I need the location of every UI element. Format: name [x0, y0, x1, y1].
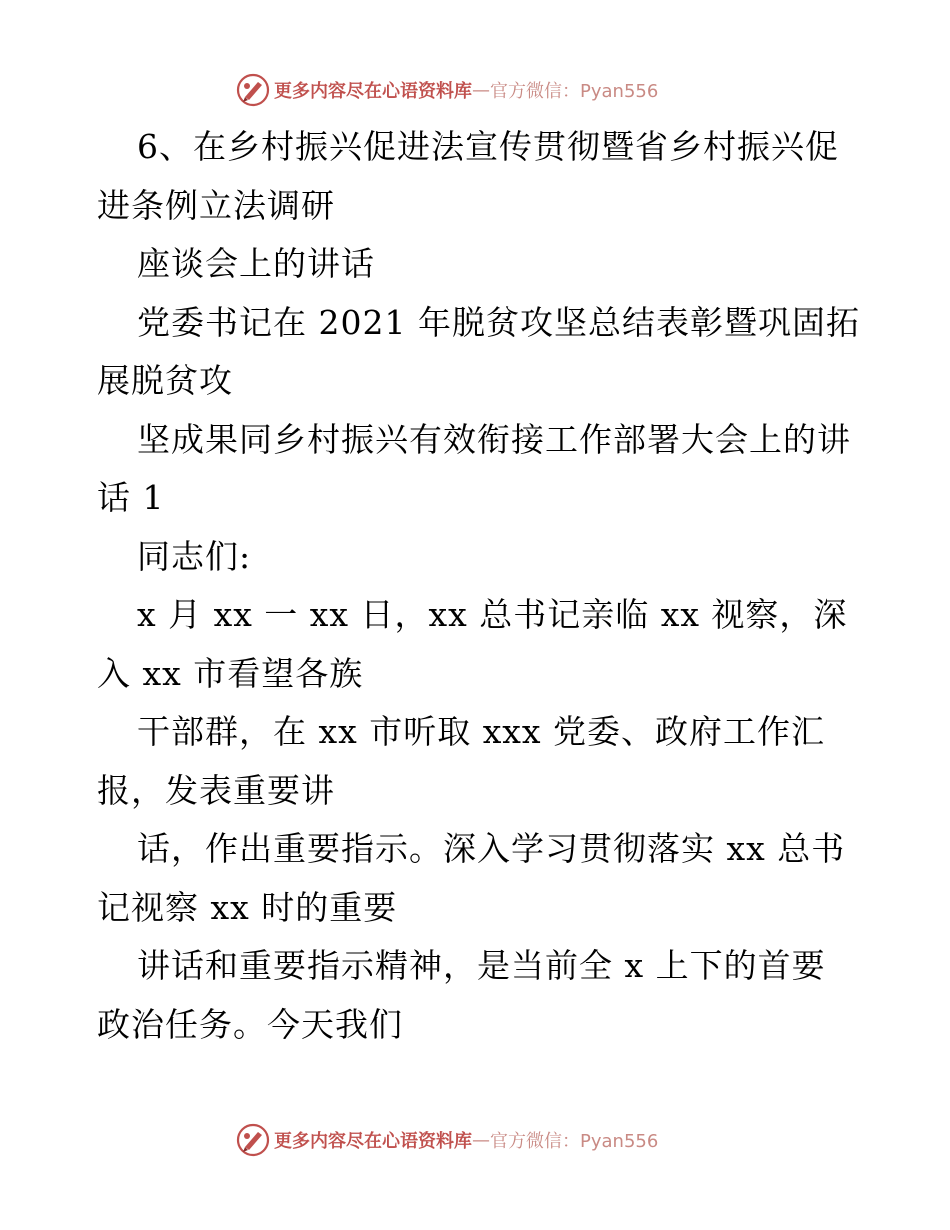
text-line: x 月 xx 一 xx 日，xx 总书记亲临 xx 视察，深: [137, 595, 848, 634]
text-line: 进条例立法调研: [97, 185, 335, 225]
footer-watermark: [236, 1122, 658, 1158]
text-line: 同志们:: [137, 536, 252, 576]
watermark-brand: 更多内容尽在心语资料库: [274, 81, 472, 102]
text-line: 入 xx 市看望各族: [97, 653, 364, 693]
text-line: 展脱贫攻: [97, 361, 233, 400]
text-line: 记视察 xx 时的重要: [97, 887, 398, 927]
watermark-wechat: 官方微信：Pyan556: [490, 81, 659, 102]
watermark-wechat: 官方微信：Pyan556: [490, 1131, 659, 1152]
text-line: 讲话和重要指示精神，是当前全 x 上下的首要: [137, 946, 826, 985]
text-line: 座谈会上的讲话: [137, 244, 375, 283]
watermark-dash: —: [472, 1129, 490, 1151]
text-line: 话，作出重要指示。深入学习贯彻落实 xx 总书: [137, 829, 846, 868]
text-line: 干部群，在 xx 市听取 xxx 党委、政府工作汇: [137, 712, 826, 751]
text-line: 报，发表重要讲: [97, 770, 335, 810]
pen-logo-icon: [236, 73, 270, 107]
text-line: 6、在乡村振兴促进法宣传贯彻暨省乡村振兴促: [137, 127, 839, 166]
document-body: [97, 118, 860, 1054]
text-line: 话 1: [97, 478, 165, 517]
pen-logo-icon: [236, 1123, 270, 1157]
text-line: 坚成果同乡村振兴有效衔接工作部署大会上的讲: [137, 419, 851, 459]
header-watermark: [236, 72, 658, 108]
text-line: 党委书记在 2021 年脱贫攻坚总结表彰暨巩固拓: [137, 302, 860, 342]
watermark-brand: 更多内容尽在心语资料库: [274, 1131, 472, 1152]
watermark-dash: —: [472, 79, 490, 101]
text-line: 政治任务。今天我们: [97, 1004, 403, 1044]
